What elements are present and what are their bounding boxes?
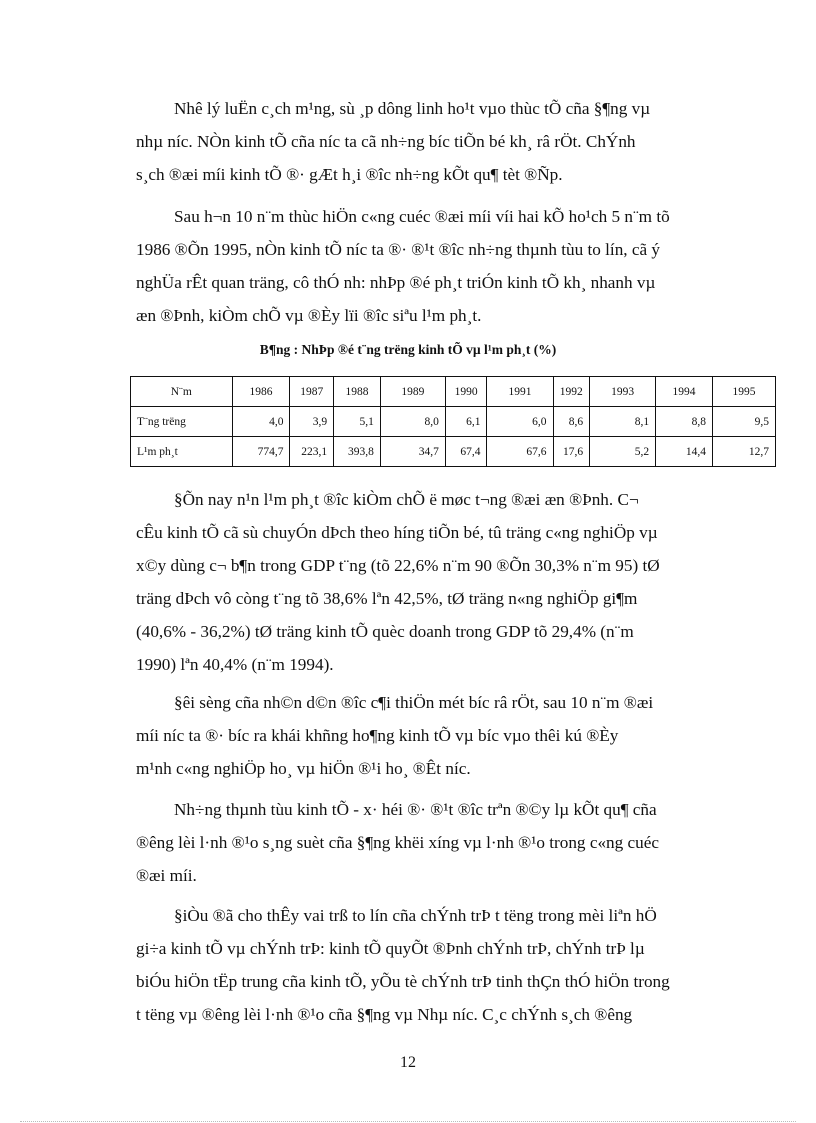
- table-cell: 5,1: [334, 407, 381, 437]
- growth-inflation-table: [130, 376, 776, 467]
- paragraph-line: 1986 ®Õn 1995, nÒn kinh tÕ níc ta ®· ®¹t ®îc nh÷ng thµnh tùu to lín, cã ý: [136, 240, 661, 259]
- table-header-cell: 1992: [553, 377, 590, 407]
- paragraph-line: §Õn nay n¹n l¹m ph¸t ®îc kiÒm chÕ ë møc t¬ng ®æi æn ®Þnh. C¬: [174, 490, 639, 509]
- paragraph-line: 1990) lªn 40,4% (n¨m 1994).: [136, 655, 334, 674]
- paragraph-4: [136, 686, 741, 785]
- table-cell: 12,7: [712, 437, 775, 467]
- table-header-cell: 1989: [380, 377, 445, 407]
- paragraph-line: §iÒu ®ã cho thÊy vai trß to lín cña chÝnh trÞ t tëng trong mèi liªn hÖ: [174, 906, 657, 925]
- paragraph-5: [136, 793, 741, 892]
- table-cell: 6,0: [487, 407, 553, 437]
- table-cell: 14,4: [656, 437, 713, 467]
- table-cell: 223,1: [290, 437, 334, 467]
- table-header-cell: 1986: [232, 377, 290, 407]
- table-cell: 17,6: [553, 437, 590, 467]
- table-cell: 67,6: [487, 437, 553, 467]
- table-cell: 3,9: [290, 407, 334, 437]
- table-row-label: L¹m ph¸t: [131, 437, 233, 467]
- paragraph-line: biÓu hiÖn tËp trung cña kinh tÕ, yÕu tè chÝnh trÞ tinh thÇn thÓ hiÖn trong: [136, 972, 670, 991]
- paragraph-line: cÊu kinh tÕ cã sù chuyÓn dÞch theo híng tiÕn bé, tû träng c«ng nghiÖp vµ: [136, 523, 658, 542]
- paragraph-line: §êi sèng cña nh©n d©n ®îc c¶i thiÖn mét bíc râ rÖt, sau 10 n¨m ®æi: [174, 693, 654, 712]
- paragraph-line: Nh÷ng thµnh tùu kinh tÕ - x· héi ®· ®¹t ®îc trªn ®©y lµ kÕt qu¶ cña: [174, 800, 657, 819]
- paragraph-line: s¸ch ®æi míi kinh tÕ ®· gÆt h¸i ®îc nh÷ng kÕt qu¶ tèt ®Ñp.: [136, 165, 563, 184]
- paragraph-line: nghÜa rÊt quan träng, cô thÓ nh: nhÞp ®é ph¸t triÓn kinh tÕ kh¸ nhanh vµ: [136, 273, 656, 292]
- table-header-cell: 1991: [487, 377, 553, 407]
- table-cell: 4,0: [232, 407, 290, 437]
- table-cell: 393,8: [334, 437, 381, 467]
- table-header-cell: N¨m: [131, 377, 233, 407]
- paragraph-line: Nhê lý luËn c¸ch m¹ng, sù ¸p dông linh ho¹t vµo thùc tÕ cña §¶ng vµ: [174, 99, 651, 118]
- table-title: B¶ng : NhÞp ®é t¨ng trëng kinh tÕ vµ l¹m ph¸t (%): [259, 342, 557, 357]
- paragraph-line: æn ®Þnh, kiÒm chÕ vµ ®Èy lïi ®îc siªu l¹m ph¸t.: [136, 306, 482, 325]
- table-cell: 774,7: [232, 437, 290, 467]
- table-cell: 8,0: [380, 407, 445, 437]
- paragraph-2: [136, 200, 741, 332]
- table-cell: 8,8: [656, 407, 713, 437]
- paragraph-line: gi÷a kinh tÕ vµ chÝnh trÞ: kinh tÕ quyÕt ®Þnh chÝnh trÞ, chÝnh trÞ lµ: [136, 939, 645, 958]
- table-cell: 8,1: [590, 407, 656, 437]
- table-row-label: T¨ng trëng: [131, 407, 233, 437]
- table-header-cell: 1990: [445, 377, 487, 407]
- paragraph-line: t tëng vµ ®êng lèi l·nh ®¹o cña §¶ng vµ Nhµ níc. C¸c chÝnh s¸ch ®êng: [136, 1005, 633, 1024]
- paragraph-line: míi níc ta ®· bíc ra khái khñng ho¶ng kinh tÕ vµ bíc vµo thêi kú ®Èy: [136, 726, 619, 745]
- paragraph-line: (40,6% - 36,2%) tØ träng kinh tÕ quèc doanh trong GDP tõ 29,4% (n¨m: [136, 622, 634, 641]
- table-cell: 8,6: [553, 407, 590, 437]
- table-header-cell: 1994: [656, 377, 713, 407]
- table-cell: 9,5: [712, 407, 775, 437]
- table-row: [131, 407, 776, 437]
- paragraph-line: ®æi míi.: [136, 866, 197, 885]
- paragraph-line: ®êng lèi l·nh ®¹o s¸ng suèt cña §¶ng khëi xíng vµ l·nh ®¹o trong c«ng cuéc: [136, 833, 660, 852]
- paragraph-1: [136, 92, 741, 191]
- paragraph-line: Sau h¬n 10 n¨m thùc hiÖn c«ng cuéc ®æi míi víi hai kÕ ho¹ch 5 n¨m tõ: [174, 207, 670, 226]
- paragraph-6: [136, 899, 741, 1031]
- table-header-cell: 1988: [334, 377, 381, 407]
- table-cell: 6,1: [445, 407, 487, 437]
- table-cell: 5,2: [590, 437, 656, 467]
- table-cell: 34,7: [380, 437, 445, 467]
- table-header-cell: 1995: [712, 377, 775, 407]
- table-header-cell: 1993: [590, 377, 656, 407]
- table-header-cell: 1987: [290, 377, 334, 407]
- table-row: [131, 437, 776, 467]
- paragraph-3: [136, 483, 741, 681]
- paragraph-line: x©y dùng c¬ b¶n trong GDP t¨ng (tõ 22,6% n¨m 90 ®Õn 30,3% n¨m 95) tØ: [136, 556, 660, 575]
- paragraph-line: nhµ níc. NÒn kinh tÕ cña níc ta cã nh÷ng bíc tiÕn bé kh¸ râ rÖt. ChÝnh: [136, 132, 636, 151]
- table-cell: 67,4: [445, 437, 487, 467]
- page-number: 12: [400, 1054, 416, 1071]
- paragraph-line: m¹nh c«ng nghiÖp ho¸ vµ hiÖn ®¹i ho¸ ®Êt níc.: [136, 759, 471, 778]
- table-header-row: [131, 377, 776, 407]
- page-bottom-rule: [20, 1121, 796, 1122]
- paragraph-line: träng dÞch vô còng t¨ng tõ 38,6% lªn 42,5%, tØ träng n«ng nghiÖp gi¶m: [136, 589, 638, 608]
